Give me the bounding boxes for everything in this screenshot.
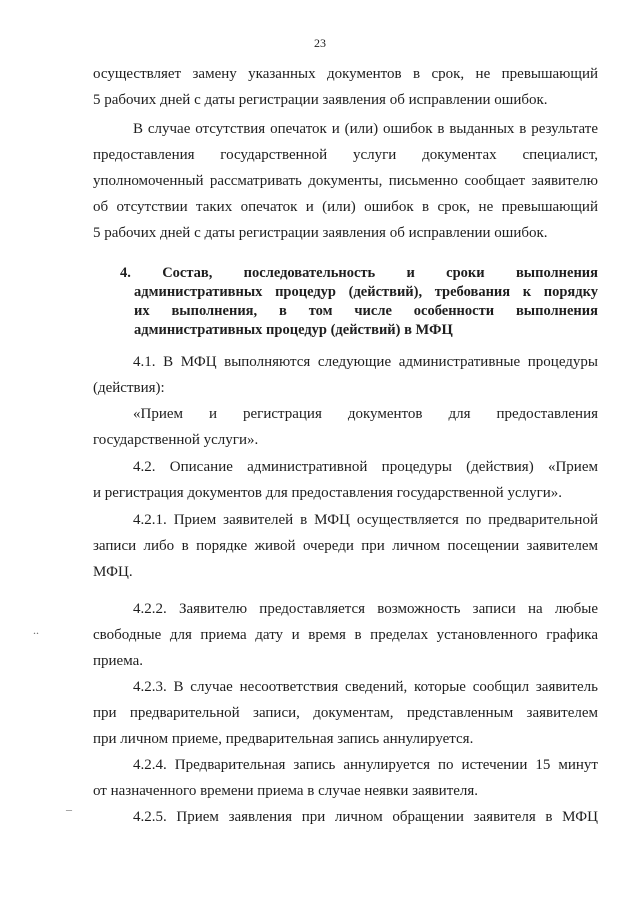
paragraph-4-2-1 [93,507,598,585]
page-number: 23 [314,36,326,50]
text-line: 4.1. В МФЦ выполняются следующие административные процедуры [133,354,598,370]
text-line: 5 рабочих дней с даты регистрации заявления об исправлении ошибок. [93,225,548,241]
text-line: от назначенного времени приема в случае неявки заявителя. [93,783,479,799]
heading-line: административных процедур (действий), требования к порядку [134,284,598,300]
text-line: МФЦ. [93,564,133,580]
text-line: 4.2. Описание административной процедуры (действия) «Прием [133,459,598,475]
heading-line: их выполнения, в том числе особенности выполнения [134,303,598,319]
text-line: 5 рабочих дней с даты регистрации заявления об исправлении ошибок. [93,92,548,108]
section-heading [120,264,598,340]
paragraph-4-2-3 [93,674,598,752]
text-line: «Прием и регистрация документов для предоставления [133,406,598,422]
paragraph-4-2 [93,454,598,506]
text-line: 4.2.2. Заявителю предоставляется возможность записи на любые [133,601,598,617]
heading-line: 4. Состав, последовательность и сроки выполнения [120,265,598,281]
paragraph-4-1 [93,349,598,401]
paragraph-4-2-5 [93,804,598,830]
text-line: 4.2.1. Прием заявителей в МФЦ осуществляется по предварительной [133,512,598,528]
text-line: уполномоченный рассматривать документы, письменно сообщает заявителю [93,173,598,189]
text-line: (действия): [93,380,165,396]
scan-mark: .. [33,623,39,637]
scan-mark: – [66,802,72,816]
paragraph-no-errors [93,116,598,246]
text-line: приема. [93,653,144,669]
text-line: 4.2.3. В случае несоответствия сведений, которые сообщил заявитель [133,679,598,695]
text-line: государственной услуги». [93,432,259,448]
text-line: 4.2.5. Прием заявления при личном обращении заявителя в МФЦ [133,809,598,825]
text-line: 4.2.4. Предварительная запись аннулируется по истечении 15 минут [133,757,598,773]
paragraph-4-2-4 [93,752,598,804]
text-line: при предварительной записи, документам, представленным заявителем [93,705,598,721]
paragraph-continued [93,61,598,113]
paragraph-procedure-name [93,401,598,453]
text-line: свободные для приема дату и время в пределах установленного графика [93,627,598,643]
paragraph-4-2-2 [93,596,598,674]
text-line: и регистрация документов для предоставления государственной услуги». [93,485,563,501]
text-line: при личном приеме, предварительная запись аннулируется. [93,731,474,747]
text-line: записи либо в порядке живой очереди при личном посещении заявителем [93,538,598,554]
text-line: В случае отсутствия опечаток и (или) ошибок в выданных в результате [133,121,598,137]
text-line: предоставления государственной услуги документах специалист, [93,147,598,163]
text-line: осуществляет замену указанных документов в срок, не превышающий [93,66,598,82]
heading-line: административных процедур (действий) в МФЦ [134,322,453,338]
text-line: об отсутствии таких опечаток и (или) ошибок в срок, не превышающий [93,199,598,215]
